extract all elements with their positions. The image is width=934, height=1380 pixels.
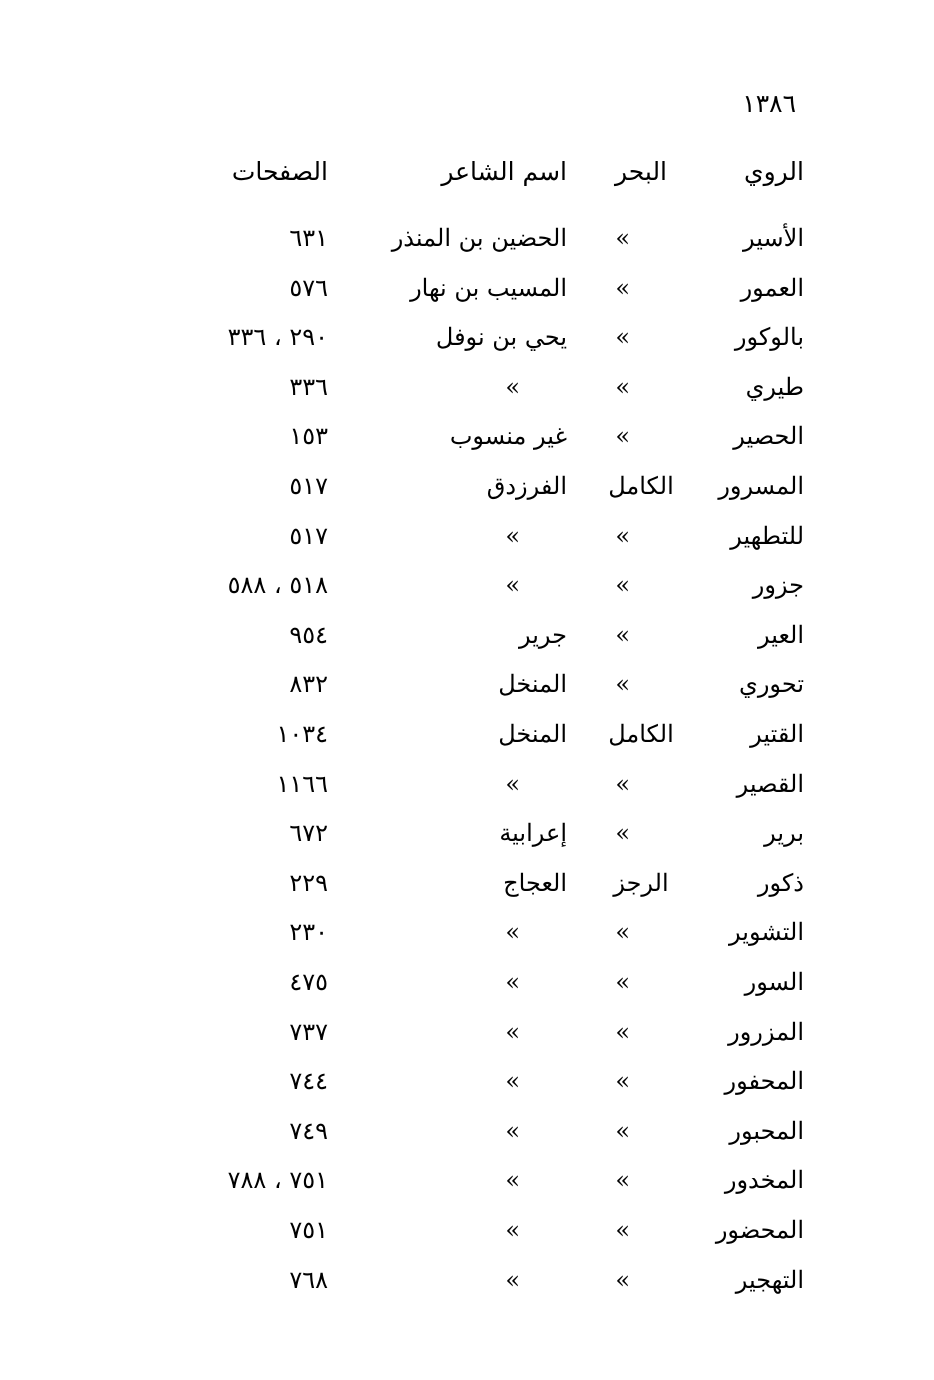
poet-cell: » (505, 1266, 520, 1294)
rawi-cell: للتطهير (730, 522, 804, 550)
bahr-cell: الكامل (608, 720, 674, 748)
pages-cell: ٢٣٠ (289, 918, 328, 946)
rawi-cell: المخدور (724, 1166, 804, 1194)
poet-cell: المنخل (498, 670, 567, 698)
poet-cell: يحي بن نوفل (435, 323, 567, 351)
rawi-cell: الحصير (733, 422, 804, 450)
rawi-cell: المسرور (718, 472, 804, 500)
poet-cell: » (505, 918, 520, 946)
poet-cell: الحضين بن المنذر (391, 224, 567, 252)
poet-cell: المسيب بن نهار (410, 274, 567, 302)
rawi-cell: التهجير (735, 1266, 804, 1294)
bahr-cell: » (615, 422, 630, 450)
rawi-cell: التشوير (729, 918, 804, 946)
bahr-cell: » (615, 621, 630, 649)
poet-cell: » (505, 770, 520, 798)
bahr-cell: » (615, 274, 630, 302)
rawi-cell: السور (744, 968, 804, 996)
rawi-cell: برير (764, 819, 804, 847)
pages-cell: ٧٥١ (289, 1216, 328, 1244)
poet-cell: المنخل (498, 720, 567, 748)
rawi-cell: الأسير (743, 224, 804, 252)
bahr-cell: » (615, 224, 630, 252)
poet-cell: » (505, 1018, 520, 1046)
bahr-cell: » (615, 1067, 630, 1095)
pages-cell: ٩٥٤ (289, 621, 328, 649)
pages-cell: ٣٣٦ (289, 373, 328, 401)
header-rawi: الروي (744, 157, 804, 186)
pages-cell: ٦٣١ (289, 224, 328, 252)
pages-cell: ٢٢٩ (289, 869, 328, 897)
bahr-cell: » (615, 819, 630, 847)
rawi-cell: تحوري (739, 670, 804, 698)
pages-cell: ٨٣٢ (289, 670, 328, 698)
bahr-cell: » (615, 522, 630, 550)
pages-cell: ٥١٧ (289, 522, 328, 550)
header-bahr: البحر (614, 157, 668, 186)
poet-cell: جرير (519, 621, 567, 649)
poet-cell: » (505, 968, 520, 996)
poet-cell: » (505, 1117, 520, 1145)
bahr-cell: الكامل (608, 472, 674, 500)
poet-cell: » (505, 373, 520, 401)
bahr-cell: » (615, 1117, 630, 1145)
poet-cell: إعرابية (499, 819, 567, 847)
poet-cell: » (505, 1166, 520, 1194)
bahr-cell: » (615, 1018, 630, 1046)
bahr-cell: » (615, 968, 630, 996)
pages-cell: ١٥٣ (289, 422, 328, 450)
header-poet: اسم الشاعر (441, 157, 567, 186)
rawi-cell: المحفور (724, 1067, 804, 1095)
bahr-cell: » (615, 571, 630, 599)
poet-cell: غير منسوب (449, 422, 567, 450)
rawi-cell: القصير (736, 770, 804, 798)
pages-cell: ١١٦٦ (276, 770, 328, 798)
bahr-cell: » (615, 373, 630, 401)
rawi-cell: المزرور (728, 1018, 804, 1046)
rawi-cell: العير (757, 621, 804, 649)
rawi-cell: المحبور (729, 1117, 804, 1145)
poet-cell: » (505, 1067, 520, 1095)
bahr-cell: » (615, 1266, 630, 1294)
bahr-cell: » (615, 1216, 630, 1244)
poet-cell: » (505, 1216, 520, 1244)
bahr-cell: » (615, 770, 630, 798)
bahr-cell: » (615, 1166, 630, 1194)
rawi-cell: العمور (740, 274, 804, 302)
pages-cell: ٧٤٤ (289, 1067, 328, 1095)
rawi-cell: طيري (745, 373, 804, 401)
bahr-cell: » (615, 670, 630, 698)
header-pages: الصفحات (231, 157, 328, 186)
pages-cell: ٥١٧ (289, 472, 328, 500)
pages-cell: ٤٧٥ (289, 968, 328, 996)
pages-cell: ٦٧٢ (289, 819, 328, 847)
pages-cell: ٧٤٩ (289, 1117, 328, 1145)
poet-cell: » (505, 522, 520, 550)
page-number: ١٣٨٦ (742, 89, 796, 118)
bahr-cell: » (615, 918, 630, 946)
bahr-cell: الرجز (613, 869, 669, 897)
poet-cell: الفرزدق (486, 472, 567, 500)
pages-cell: ٧٦٨ (289, 1266, 328, 1294)
pages-cell: ٢٩٠ ، ٣٣٦ (227, 323, 328, 351)
rawi-cell: القتير (750, 720, 804, 748)
pages-cell: ٥٧٦ (289, 274, 328, 302)
poet-cell: » (505, 571, 520, 599)
pages-cell: ١٠٣٤ (276, 720, 328, 748)
poet-cell: العجاج (503, 869, 567, 897)
rawi-cell: بالوكور (734, 323, 804, 351)
rawi-cell: جزور (752, 571, 804, 599)
pages-cell: ٥١٨ ، ٥٨٨ (227, 571, 328, 599)
pages-cell: ٧٥١ ، ٧٨٨ (227, 1166, 328, 1194)
bahr-cell: » (615, 323, 630, 351)
rawi-cell: ذكور (757, 869, 804, 897)
rawi-cell: المحضور (715, 1216, 804, 1244)
pages-cell: ٧٣٧ (289, 1018, 328, 1046)
